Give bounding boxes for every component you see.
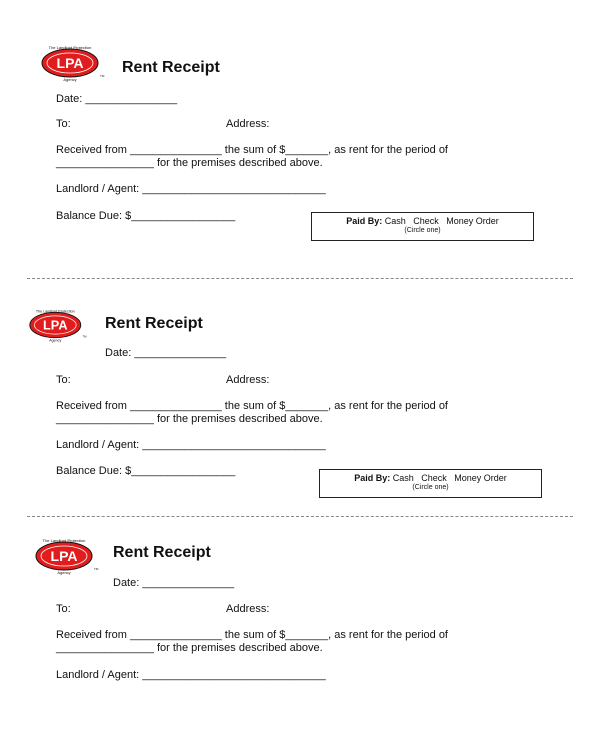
period-line: ________________ for the premises described above. <box>56 642 323 654</box>
logo-tm: TM <box>94 567 99 571</box>
logo-tm: TM <box>82 335 87 339</box>
receipt-title: Rent Receipt <box>105 315 203 332</box>
balance-due-line: Balance Due: $_________________ <box>56 210 236 222</box>
landlord-agent-line: Landlord / Agent: ______________________________ <box>56 669 326 681</box>
address-label: Address: <box>226 118 270 130</box>
to-label: To: <box>56 118 71 130</box>
logo-text: LPA <box>50 548 78 564</box>
circle-one-note: (Circle one) <box>404 227 441 234</box>
logo-arc-top: The Landlord Protection <box>35 309 75 314</box>
to-label: To: <box>56 603 71 615</box>
cut-line-divider <box>27 516 573 517</box>
logo-arc-top: The Landlord Protection <box>42 538 86 543</box>
balance-due-line: Balance Due: $_________________ <box>56 465 236 477</box>
to-label: To: <box>56 374 71 386</box>
address-label: Address: <box>226 603 270 615</box>
logo-arc-top: The Landlord Protection <box>48 45 92 50</box>
date-field: Date: _______________ <box>105 347 227 359</box>
cut-line-divider <box>27 278 573 279</box>
paid-by-box <box>311 212 534 241</box>
received-from-line: Received from _______________ the sum of $_______, as rent for the period of <box>56 144 448 156</box>
logo-text: LPA <box>56 55 84 71</box>
logo-arc-bottom: Agency <box>57 570 71 575</box>
paid-by-label: Paid By: <box>346 216 383 226</box>
date-field: Date: _______________ <box>56 93 178 105</box>
received-from-line: Received from _______________ the sum of $_______, as rent for the period of <box>56 400 448 412</box>
paid-by-row <box>312 216 533 226</box>
landlord-agent-line: Landlord / Agent: ______________________________ <box>56 439 326 451</box>
logo-arc-bottom: Agency <box>63 77 77 82</box>
paid-by-options: Cash Check Money Order <box>392 473 507 483</box>
date-field: Date: _______________ <box>113 577 235 589</box>
paid-by-row <box>320 473 541 483</box>
logo-arc-bottom: Agency <box>49 338 62 343</box>
logo-tm: TM <box>100 74 105 78</box>
paid-by-box <box>319 469 542 498</box>
lpa-logo <box>34 537 100 575</box>
logo-text: LPA <box>43 317 68 333</box>
lpa-logo <box>28 307 88 343</box>
receipt-title: Rent Receipt <box>113 544 211 561</box>
paid-by-label: Paid By: <box>354 473 391 483</box>
landlord-agent-line: Landlord / Agent: ______________________________ <box>56 183 326 195</box>
period-line: ________________ for the premises described above. <box>56 157 323 169</box>
circle-one-note: (Circle one) <box>412 484 449 491</box>
paid-by-options: Cash Check Money Order <box>384 216 499 226</box>
address-label: Address: <box>226 374 270 386</box>
receipt-title: Rent Receipt <box>122 59 220 76</box>
lpa-logo <box>40 44 106 82</box>
received-from-line: Received from _______________ the sum of $_______, as rent for the period of <box>56 629 448 641</box>
period-line: ________________ for the premises described above. <box>56 413 323 425</box>
